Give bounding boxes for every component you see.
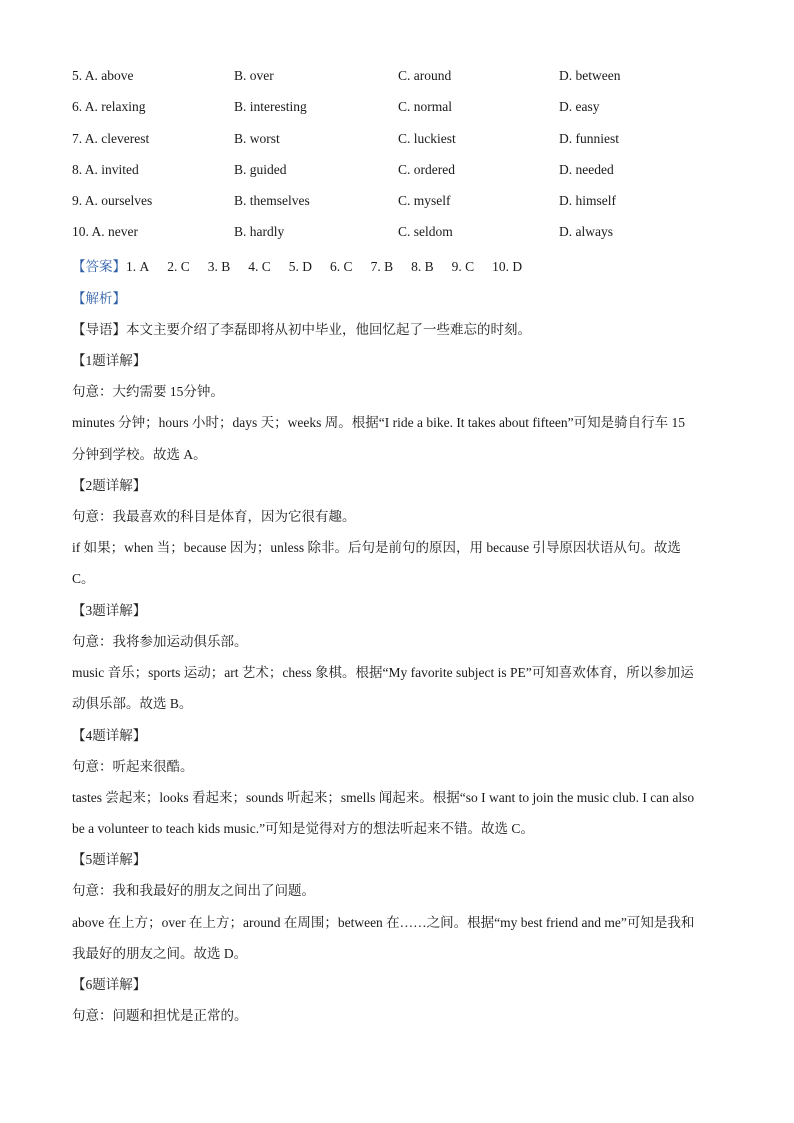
option-c: C. luckiest [398,131,456,146]
option-a: 6. A. relaxing [72,99,146,114]
option-row-8 [0,162,794,182]
option-b: B. guided [234,162,287,177]
sentence-meaning: 句意：我和我最好的朋友之间出了问题。 [72,883,315,898]
explanation-line: above 在上方；over 在上方；around 在周围；between 在……之间。根据“my best friend and me”可知是我和 [72,915,695,930]
option-row-10 [0,224,794,244]
option-row-7 [0,131,794,151]
option-c: C. normal [398,99,452,114]
option-b: B. hardly [234,224,285,239]
answer-item: 5. D [288,259,313,274]
option-c: C. around [398,68,452,83]
section-heading: 【4题详解】 [72,728,147,743]
answer-item: 8. B [411,259,434,274]
answer-item: 6. C [330,259,353,274]
option-d: D. always [559,224,613,239]
sentence-meaning: 句意：听起来很酷。 [72,759,194,774]
explanation-line: C。 [72,571,95,586]
answer-item: 9. C [451,259,475,274]
explanation-line: 我最好的朋友之间。故选 D。 [72,946,248,961]
sentence-meaning: 句意：大约需要 15分钟。 [72,384,224,399]
explanation-line: be a volunteer to teach kids music.”可知是觉得对方的想法听起来不错。故选 C。 [72,821,534,836]
option-d: D. funniest [559,131,619,146]
option-d: D. between [559,68,621,83]
answer-item: 4. C [248,259,271,274]
option-d: D. easy [559,99,600,114]
explanation-line: 分钟到学校。故选 A。 [72,447,207,462]
explanation-line: 动俱乐部。故选 B。 [72,696,193,711]
option-c: C. seldom [398,224,453,239]
explanation-line: if 如果；when 当；because 因为；unless 除非。后句是前句的原因，用 because 引导原因状语从句。故选 [72,540,681,555]
explanation-line: minutes 分钟；hours 小时；days 天；weeks 周。根据“I ride a bike. It takes about fifteen”可知是骑自行车 15 [72,415,686,430]
answer-item: 2. C [167,259,190,274]
explanation-line: music 音乐；sports 运动；art 艺术；chess 象棋。根据“My favorite subject is PE”可知喜欢体育，所以参加运 [72,665,694,680]
option-a: 10. A. never [72,224,138,239]
sentence-meaning: 句意：问题和担忧是正常的。 [72,1008,248,1023]
option-c: C. ordered [398,162,455,177]
option-b: B. interesting [234,99,307,114]
option-a: 7. A. cleverest [72,131,150,146]
option-a: 8. A. invited [72,162,139,177]
analysis-label: 【解析】 [72,291,126,306]
answer-item: 10. D [492,259,523,274]
answer-item: 3. B [207,259,231,274]
answer-label: 【答案】 [72,259,126,274]
sentence-meaning: 句意：我最喜欢的科目是体育，因为它很有趣。 [72,509,356,524]
section-heading: 【5题详解】 [72,852,147,867]
option-d: D. needed [559,162,614,177]
option-b: B. worst [234,131,280,146]
option-d: D. himself [559,193,616,208]
answer-key [72,255,540,275]
sentence-meaning: 句意：我将参加运动俱乐部。 [72,634,248,649]
option-a: 9. A. ourselves [72,193,153,208]
answer-item: 7. B [370,259,394,274]
option-row-9 [0,193,794,213]
option-row-5 [0,68,794,88]
explanation-line: tastes 尝起来；looks 看起来；sounds 听起来；smells 闻起来。根据“so I want to join the music club. I can also [72,790,695,805]
option-c: C. myself [398,193,451,208]
answer-item: 1. A [126,259,150,274]
section-heading: 【1题详解】 [72,353,147,368]
option-b: B. themselves [234,193,310,208]
section-heading: 【3题详解】 [72,603,147,618]
option-b: B. over [234,68,274,83]
option-a: 5. A. above [72,68,134,83]
section-heading: 【2题详解】 [72,478,147,493]
section-heading: 【6题详解】 [72,977,147,992]
intro-line: 【导语】本文主要介绍了李磊即将从初中毕业，他回忆起了一些难忘的时刻。 [72,322,531,337]
option-row-6 [0,99,794,119]
